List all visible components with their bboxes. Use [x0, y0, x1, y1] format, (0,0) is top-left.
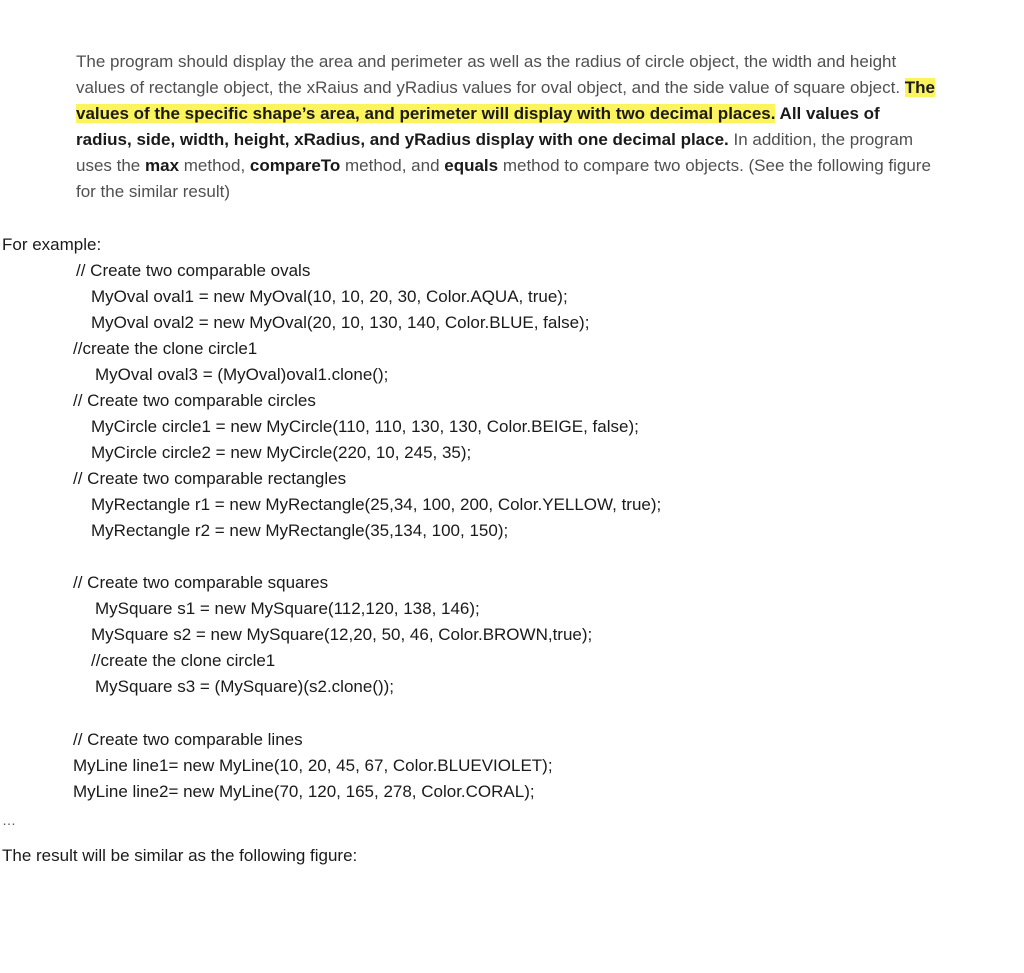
intro-text-3: method, [179, 156, 250, 175]
intro-text-1: The program should display the area and perimeter as well as the radius of circle object, the width and height values of rectangle object, the xRaius and yRadius values for oval object, and the side value of square object. [76, 52, 905, 97]
code-line: MySquare s1 = new MySquare(112,120, 138, 146); [95, 599, 480, 618]
intro-highlight: The values of the specific shape’s area, and perimeter will display with two decimal places. [76, 78, 936, 123]
keyword-compareto: compareTo [249, 156, 341, 175]
code-line: //create the clone circle1 [73, 339, 258, 358]
code-line: MyRectangle r2 = new MyRectangle(35,134, 100, 150); [91, 521, 509, 540]
intro-text-5: method to compare two objects. (See the following figure for the similar result) [76, 156, 931, 201]
code-line: MyOval oval3 = (MyOval)oval1.clone(); [95, 365, 389, 384]
code-line: // Create two comparable ovals [76, 261, 311, 280]
intro-text-2: In addition, the program uses the [76, 130, 914, 175]
code-line: MyOval oval1 = new MyOval(10, 10, 20, 30, Color.AQUA, true); [91, 287, 568, 306]
example-label: For example: [2, 235, 102, 254]
code-line: //create the clone circle1 [91, 651, 276, 670]
intro-paragraph [76, 49, 936, 205]
code-line: MyLine line2= new MyLine(70, 120, 165, 278, Color.CORAL); [73, 782, 535, 801]
code-line: // Create two comparable squares [73, 573, 329, 592]
code-line: MyCircle circle2 = new MyCircle(220, 10, 245, 35); [91, 443, 472, 462]
code-line: MySquare s2 = new MySquare(12,20, 50, 46, Color.BROWN,true); [91, 625, 593, 644]
result-label: The result will be similar as the following figure: [2, 846, 358, 865]
ellipsis: … [2, 812, 16, 828]
code-line: MyOval oval2 = new MyOval(20, 10, 130, 140, Color.BLUE, false); [91, 313, 590, 332]
code-line: MyLine line1= new MyLine(10, 20, 45, 67, Color.BLUEVIOLET); [73, 756, 553, 775]
keyword-max: max [145, 156, 180, 175]
code-line: MyCircle circle1 = new MyCircle(110, 110, 130, 130, Color.BEIGE, false); [91, 417, 639, 436]
code-line: // Create two comparable rectangles [73, 469, 347, 488]
code-line: // Create two comparable lines [73, 730, 303, 749]
intro-bold-sentence: All values of radius, side, width, height, xRadius, and yRadius display with one decimal place. [76, 104, 880, 149]
intro-text-4: method, and [340, 156, 445, 175]
code-line: MyRectangle r1 = new MyRectangle(25,34, 100, 200, Color.YELLOW, true); [91, 495, 662, 514]
keyword-equals: equals [444, 156, 499, 175]
code-line: MySquare s3 = (MySquare)(s2.clone()); [95, 677, 395, 696]
code-line: // Create two comparable circles [73, 391, 316, 410]
